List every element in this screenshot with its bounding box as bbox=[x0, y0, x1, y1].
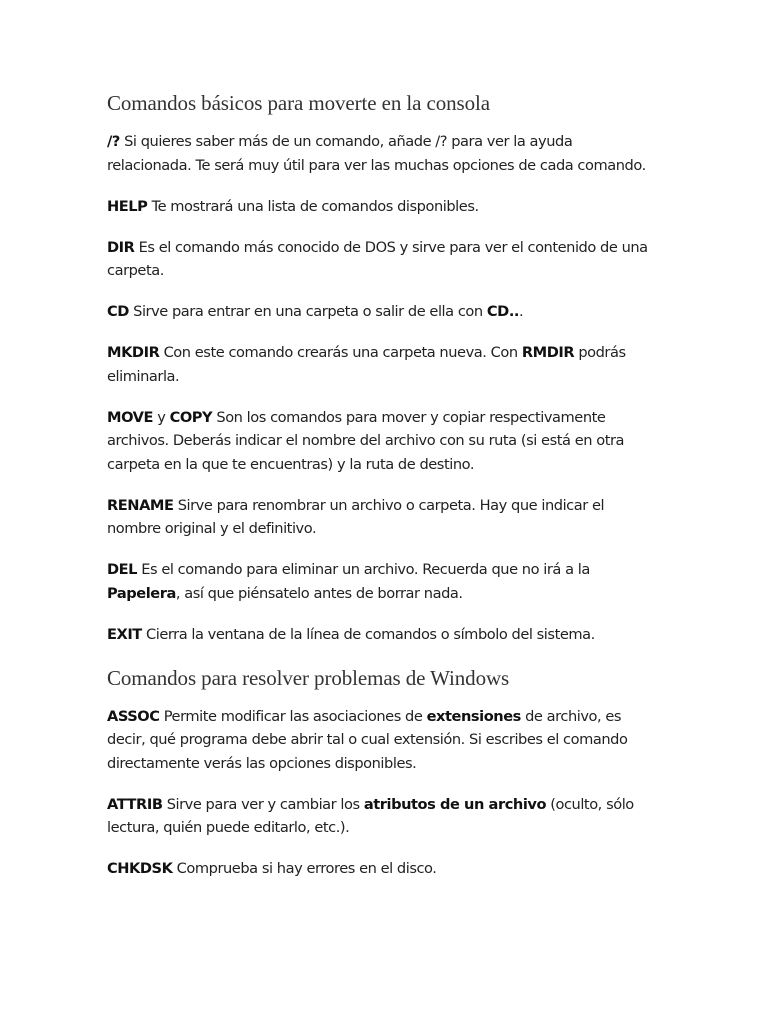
command-rename: RENAME bbox=[107, 496, 174, 514]
description-end: podrás eliminarla. bbox=[107, 344, 626, 385]
command-help-switch: /? bbox=[107, 133, 120, 150]
paragraph-rename bbox=[107, 494, 652, 541]
description: Son los comandos para mover y copiar respectivamente archivos. Deberás indicar el nombre del archivo con su ruta (si está en otra carpeta en la que te encuentras) y la ruta de destino. bbox=[107, 408, 625, 473]
description: Te mostrará una lista de comandos disponibles. bbox=[147, 197, 479, 215]
description: Sirve para ver y cambiar los bbox=[162, 795, 364, 813]
description: Permite modificar las asociaciones de bbox=[159, 707, 427, 725]
paragraph-exit bbox=[107, 623, 652, 647]
document-content bbox=[107, 89, 652, 898]
description: Comprueba si hay errores en el disco. bbox=[172, 860, 437, 877]
command-help: HELP bbox=[107, 197, 148, 215]
paragraph-del bbox=[107, 558, 652, 605]
command-assoc: ASSOC bbox=[107, 707, 160, 725]
description: Con este comando crearás una carpeta nueva. Con bbox=[159, 344, 522, 361]
paragraph-help bbox=[107, 195, 652, 219]
description: Es el comando para eliminar un archivo. Recuerda que no irá a la bbox=[137, 561, 590, 578]
description-end: , así que piénsatelo antes de borrar nada. bbox=[175, 584, 463, 602]
description: Sirve para entrar en una carpeta o salir de ella con bbox=[128, 303, 487, 320]
description-end: . bbox=[519, 303, 524, 320]
command-cd-up: CD.. bbox=[486, 303, 520, 320]
section-heading-windows-troubleshooting: Comandos para resolver problemas de Windows bbox=[107, 665, 510, 690]
paragraph-attrib bbox=[107, 793, 652, 840]
command-exit: EXIT bbox=[107, 625, 142, 643]
term-extensiones: extensiones bbox=[426, 707, 521, 725]
paragraph-chkdsk bbox=[107, 857, 652, 881]
paragraph-mkdir bbox=[107, 341, 652, 388]
description: Si quieres saber más de un comando, añade /? para ver la ayuda relacionada. Te será muy útil para ver las muchas opciones de cada comando. bbox=[107, 133, 646, 174]
paragraph-cd bbox=[107, 300, 652, 324]
section-heading-basic-commands: Comandos básicos para moverte en la consola bbox=[107, 91, 490, 115]
command-chkdsk: CHKDSK bbox=[107, 860, 173, 877]
paragraph-assoc bbox=[107, 705, 652, 776]
command-rmdir: RMDIR bbox=[521, 344, 575, 361]
description: Sirve para renombrar un archivo o carpeta. Hay que indicar el nombre original y el definitivo. bbox=[107, 496, 605, 537]
description-end: (oculto, sólo lectura, quién puede editarlo, etc.). bbox=[107, 795, 634, 836]
command-mkdir: MKDIR bbox=[107, 344, 160, 361]
command-del: DEL bbox=[107, 561, 138, 578]
paragraph-dir bbox=[107, 236, 652, 283]
command-dir: DIR bbox=[107, 238, 135, 256]
description-end: de archivo, es decir, qué programa debe abrir tal o cual extensión. Si escribes el comando directamente verás las opciones disponibles. bbox=[107, 707, 628, 772]
paragraph-move-copy bbox=[107, 406, 652, 477]
command-cd: CD bbox=[107, 303, 129, 320]
description: Es el comando más conocido de DOS y sirve para ver el contenido de una carpeta. bbox=[107, 238, 648, 279]
term-papelera: Papelera bbox=[107, 584, 176, 602]
term-atributos: atributos de un archivo bbox=[363, 795, 547, 813]
command-copy: COPY bbox=[169, 408, 213, 426]
paragraph-help-switch bbox=[107, 130, 652, 177]
command-move: MOVE bbox=[107, 408, 154, 426]
command-attrib: ATTRIB bbox=[107, 795, 163, 813]
conjunction: y bbox=[153, 408, 170, 426]
description: Cierra la ventana de la línea de comandos o símbolo del sistema. bbox=[141, 625, 595, 643]
